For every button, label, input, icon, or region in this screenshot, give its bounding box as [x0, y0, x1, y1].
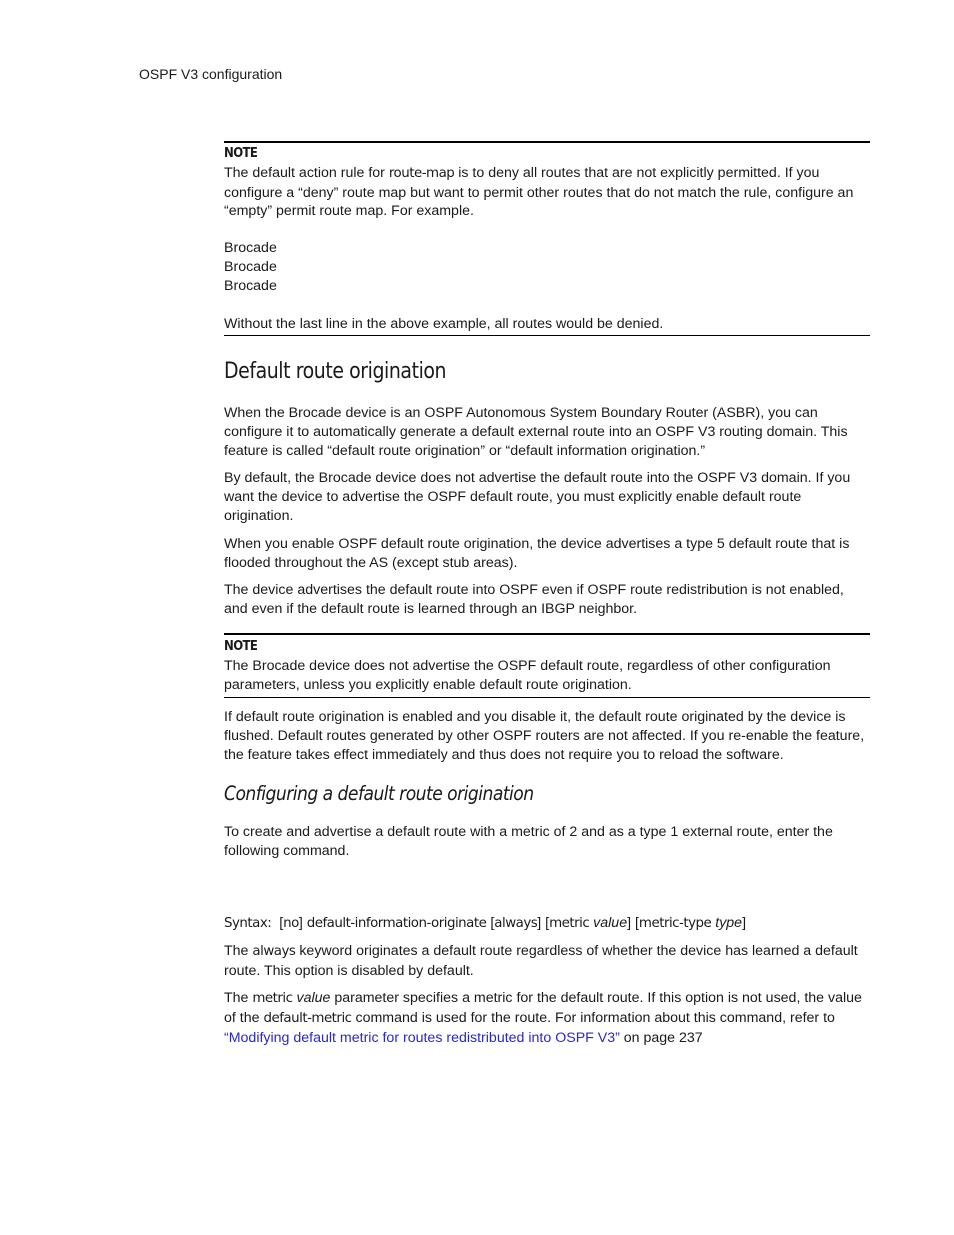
note-paragraph: The Brocade device does not advertise the OSPF default route, regardless of other configuration parameters, unless you explicitly enable default route origination.: [224, 657, 831, 693]
body-paragraph: By default, the Brocade device does not advertise the default route into the OSPF V3 domain. If you want the device to advertise the OSPF default route, you must explicitly enable default route origination.: [224, 470, 851, 524]
keyword-metric: metric: [252, 991, 293, 1006]
subsection-intro: [224, 823, 870, 861]
body-paragraph: If default route origination is enabled and you disable it, the default route originated by the device is flushed. Default routes generated by other OSPF routers are not affected. If you re-enable the feature, the feature takes effect immediately and thus does not require you to reload the software.: [224, 709, 865, 763]
syntax-metric-type: metric-type: [638, 916, 712, 931]
syntax-type: type: [715, 915, 743, 931]
syntax-label: Syntax:: [224, 916, 272, 931]
after-note-paragraph: [224, 708, 870, 764]
section-title: Default route origination: [224, 359, 447, 384]
body-paragraph: When the Brocade device is an OSPF Autonomous System Boundary Router (ASBR), you can configure it to automatically generate a default external route into an OSPF V3 routing domain. This feature is called “default route origination” or “default information origination.”: [224, 405, 848, 459]
syntax-always: always: [494, 916, 538, 931]
param-value: value: [296, 990, 331, 1006]
keyword-default-metric: default-metric: [263, 1010, 352, 1026]
body-paragraph: When you enable OSPF default route origination, the device advertises a type 5 default route that is flooded throughout the AS (except stub areas).: [224, 535, 850, 571]
always-description: The always keyword originates a default route regardless of whether the device has learned a default route. This option is disabled by default.: [224, 943, 858, 979]
note-label: NOTE: [224, 146, 258, 161]
section-body: [224, 404, 870, 619]
subsection-block: [224, 782, 870, 805]
body-paragraph: To create and advertise a default route with a metric of 2 and as a type 1 external route, enter the following command.: [224, 824, 833, 859]
example-line: Brocade: [224, 240, 277, 257]
example-block: [224, 239, 870, 295]
example-line: Brocade: [224, 277, 277, 294]
keyword-always: always: [252, 944, 296, 959]
note-box-route-map: [224, 145, 870, 333]
syntax-value: value: [593, 915, 628, 931]
syntax-line: Syntax: [no] default-information-originate [always] [metric value] [metric-type type]: [224, 915, 747, 931]
metric-description: The metric value parameter specifies a metric for the default route. If this option is not used, the value of the default-metric command is used for the route. For information about this command, refer to “Modifying default metric for routes redistributed into OSPF V3” on page 237: [224, 990, 862, 1046]
note-footer-text: Without the last line in the above example, all routes would be denied.: [224, 315, 664, 332]
note-top-rule: [224, 141, 870, 143]
section-block: [224, 359, 870, 384]
running-header: OSPF V3 configuration: [139, 66, 283, 82]
note-top-rule: [224, 633, 870, 635]
syntax-command: default-information-originate: [306, 916, 487, 931]
body-paragraph: The device advertises the default route into OSPF even if OSPF route redistribution is not enabled, and even if the default route is learned through an IBGP neighbor.: [224, 582, 844, 618]
syntax-no: no: [283, 916, 299, 931]
subsection-title: Configuring a default route origination: [224, 782, 534, 805]
note-box-default-origination: [224, 638, 870, 694]
example-line: Brocade: [224, 258, 277, 275]
note-bottom-rule: [224, 335, 870, 336]
syntax-metric: metric: [549, 916, 590, 931]
note-label: NOTE: [224, 639, 258, 654]
note-bottom-rule: [224, 697, 870, 698]
note-paragraph: The default action rule for route-map is to deny all routes that are not explicitly permitted. If you configure a “deny” route map but want to permit other routes that do not match the rule, configure an “empty” permit route map. For example.: [224, 164, 854, 220]
cross-reference-link[interactable]: “Modifying default metric for routes redistributed into OSPF V3”: [224, 1029, 620, 1046]
keyword-route-map: route-map: [388, 165, 455, 181]
